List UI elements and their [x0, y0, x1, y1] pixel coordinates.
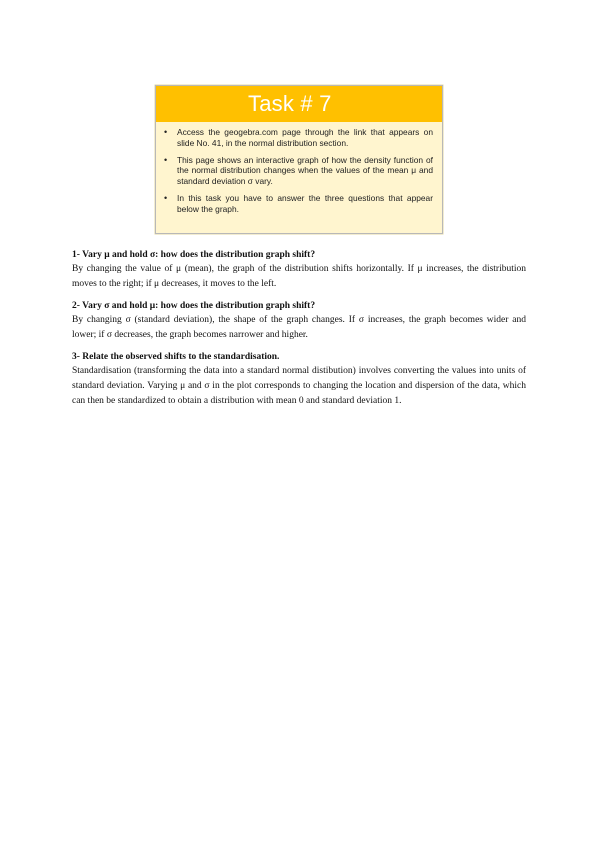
- task-bullet-list: [156, 122, 442, 215]
- question-heading: 1- Vary μ and hold σ: how does the distribution graph shift?: [72, 250, 316, 260]
- answer-paragraph: By changing σ (standard deviation), the shape of the graph changes. If σ increases, the graph becomes wider and lower; if σ decreases, the graph becomes narrower and higher.: [72, 315, 526, 340]
- task-bullet-item: [164, 127, 433, 149]
- task-bullet-text: This page shows an interactive graph of how the density function of the normal distribution changes when the values of the mean μ and standard deviation σ vary.: [177, 154, 433, 187]
- question-heading: 2- Vary σ and hold μ: how does the distribution graph shift?: [72, 301, 316, 312]
- question-section-2: [72, 300, 526, 342]
- answer-paragraph: By changing the value of μ (mean), the graph of the distribution shifts horizontally. If μ increases, the distribution moves to the right; if μ decreases, it moves to the left.: [72, 264, 526, 289]
- task-bullet-text: Access the geogebra.com page through the link that appears on slide No. 41, in the normal distribution section.: [177, 127, 433, 148]
- bullet-icon: •: [164, 127, 168, 137]
- answers-content: [72, 249, 526, 417]
- task-title: Task # 7: [248, 91, 332, 116]
- bullet-icon: •: [164, 192, 168, 203]
- question-section-3: [72, 351, 526, 408]
- question-heading: 3- Relate the observed shifts to the standardisation.: [72, 352, 280, 363]
- bullet-icon: •: [164, 154, 168, 165]
- task-bullet-text: In this task you have to answer the three questions that appear below the graph.: [177, 192, 433, 214]
- answer-paragraph: Standardisation (transforming the data into a standard normal distibution) involves converting the values into units of standard deviation. Varying μ and σ in the plot corresponds to changing the location and dispersion of the data, which can then be standardized to obtain a distribution with mean 0 and standard deviation 1.: [72, 366, 526, 406]
- task-bullet-item: [164, 193, 433, 215]
- task-card: [155, 85, 443, 234]
- task-header: [156, 86, 442, 122]
- task-bullet-item: [164, 155, 433, 187]
- question-section-1: [72, 249, 526, 291]
